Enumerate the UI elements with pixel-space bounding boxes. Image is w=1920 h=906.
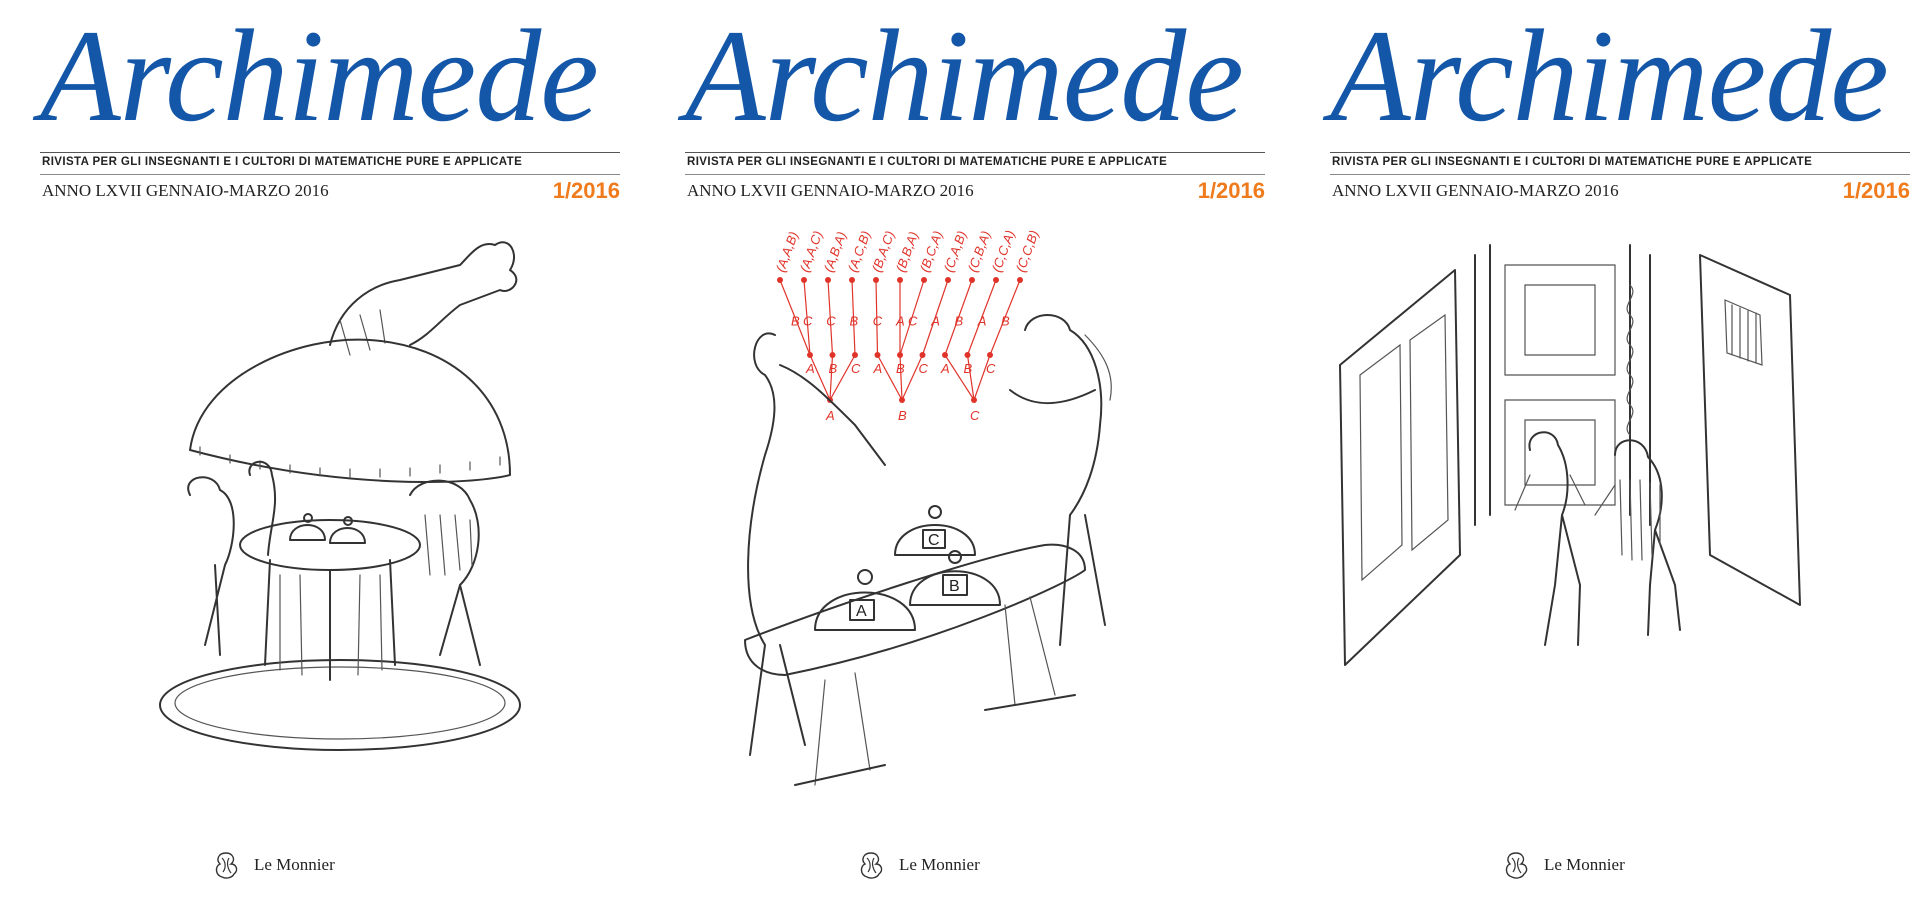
divider [40, 152, 620, 153]
illustration-cloche-table [40, 225, 620, 815]
tree-branch-label: A [931, 313, 940, 329]
tree-root-label: B [898, 408, 907, 423]
tree-outcome-label: (A,B,A) [820, 229, 850, 275]
masthead-subtitle: RIVISTA PER GLI INSEGNANTI E I CULTORI DI MATEMATICHE PURE E APPLICATE [42, 156, 523, 168]
tree-branch-label: B [828, 361, 838, 376]
tree-edge [810, 355, 830, 400]
tree-outcome-label: (C,A,B) [940, 228, 970, 275]
tree-branch-label: B [963, 361, 973, 376]
tree-branch-label: C [986, 361, 996, 376]
cover-3 [1290, 0, 1920, 906]
tree-branch-label: B [954, 313, 964, 329]
divider [40, 174, 620, 175]
tree-branch-label: C [851, 361, 861, 376]
tree-branch-label: B [896, 361, 905, 376]
illustration-probability-tree [685, 225, 1265, 815]
publisher [1502, 850, 1625, 880]
issue-number: 1/2016 [1197, 178, 1265, 203]
masthead-title: Archimede [1330, 2, 1888, 149]
tree-outcome-label: (C,C,A) [988, 228, 1018, 275]
tree-branch-label: C [826, 313, 836, 329]
tree-branch-label: A [806, 361, 815, 376]
cloche-a [815, 570, 915, 630]
masthead-subtitle: RIVISTA PER GLI INSEGNANTI E I CULTORI DI MATEMATICHE PURE E APPLICATE [1332, 156, 1813, 168]
tree-branch-label: A [896, 313, 905, 329]
masthead-title: Archimede [685, 2, 1243, 149]
publisher-logo-icon [857, 850, 885, 880]
cloche-label-c: C [928, 532, 940, 549]
tree-branch-label: A [977, 313, 987, 329]
illustration-doors [1330, 225, 1910, 815]
publisher-name: Le Monnier [899, 855, 980, 874]
tree-edge [902, 355, 923, 400]
masthead-subtitle: RIVISTA PER GLI INSEGNANTI E I CULTORI DI MATEMATICHE PURE E APPLICATE [687, 156, 1168, 168]
tree-root-label: A [826, 408, 835, 423]
tree-branch-label: B [791, 313, 800, 329]
issue-number: 1/2016 [552, 178, 620, 203]
tree-branch-label: C [872, 313, 883, 329]
tree-outcome-label: (B,A,C) [868, 228, 898, 275]
tree-outcome-label: (C,B,A) [964, 228, 994, 275]
tree-outcome-label: (B,B,A) [892, 229, 922, 275]
tree-edge [974, 355, 990, 400]
tree-branch-label: B [1001, 313, 1010, 329]
issue-date: ANNO LXVII GENNAIO-MARZO 2016 [1332, 181, 1619, 200]
divider [1330, 174, 1910, 175]
tree-branch-label: A [873, 361, 883, 376]
divider [685, 174, 1265, 175]
tree-outcome-label: (C,C,B) [1012, 228, 1042, 275]
cloche-label-a: A [856, 603, 867, 620]
publisher [857, 850, 980, 880]
cover-2 [645, 0, 1275, 906]
issue-date: ANNO LXVII GENNAIO-MARZO 2016 [42, 181, 329, 200]
cloche-label-b: B [949, 578, 960, 595]
issue-number: 1/2016 [1842, 178, 1910, 203]
tree-outcome-label: (B,C,A) [916, 228, 946, 275]
cover-1 [0, 0, 630, 906]
issue-date: ANNO LXVII GENNAIO-MARZO 2016 [687, 181, 974, 200]
publisher-name: Le Monnier [254, 855, 335, 874]
publisher-logo-icon [1502, 850, 1530, 880]
tree-outcome-label: (A,A,C) [796, 228, 826, 275]
tree-outcome-label: (A,C,B) [844, 228, 874, 275]
divider [1330, 152, 1910, 153]
publisher-name: Le Monnier [1544, 855, 1625, 874]
tree-branch-label: B [849, 313, 859, 329]
tree-branch-label: C [803, 313, 813, 329]
cloche-c [895, 506, 975, 555]
probability-tree-diagram [773, 228, 1042, 423]
tree-outcome-label: (A,A,B) [772, 229, 802, 275]
publisher [212, 850, 335, 880]
publisher-logo-icon [212, 850, 240, 880]
masthead-title: Archimede [40, 2, 598, 149]
tree-branch-label: A [941, 361, 950, 376]
divider [685, 152, 1265, 153]
tree-branch-label: C [918, 361, 928, 376]
tree-root-label: C [970, 408, 980, 423]
tree-branch-label: C [908, 313, 918, 329]
